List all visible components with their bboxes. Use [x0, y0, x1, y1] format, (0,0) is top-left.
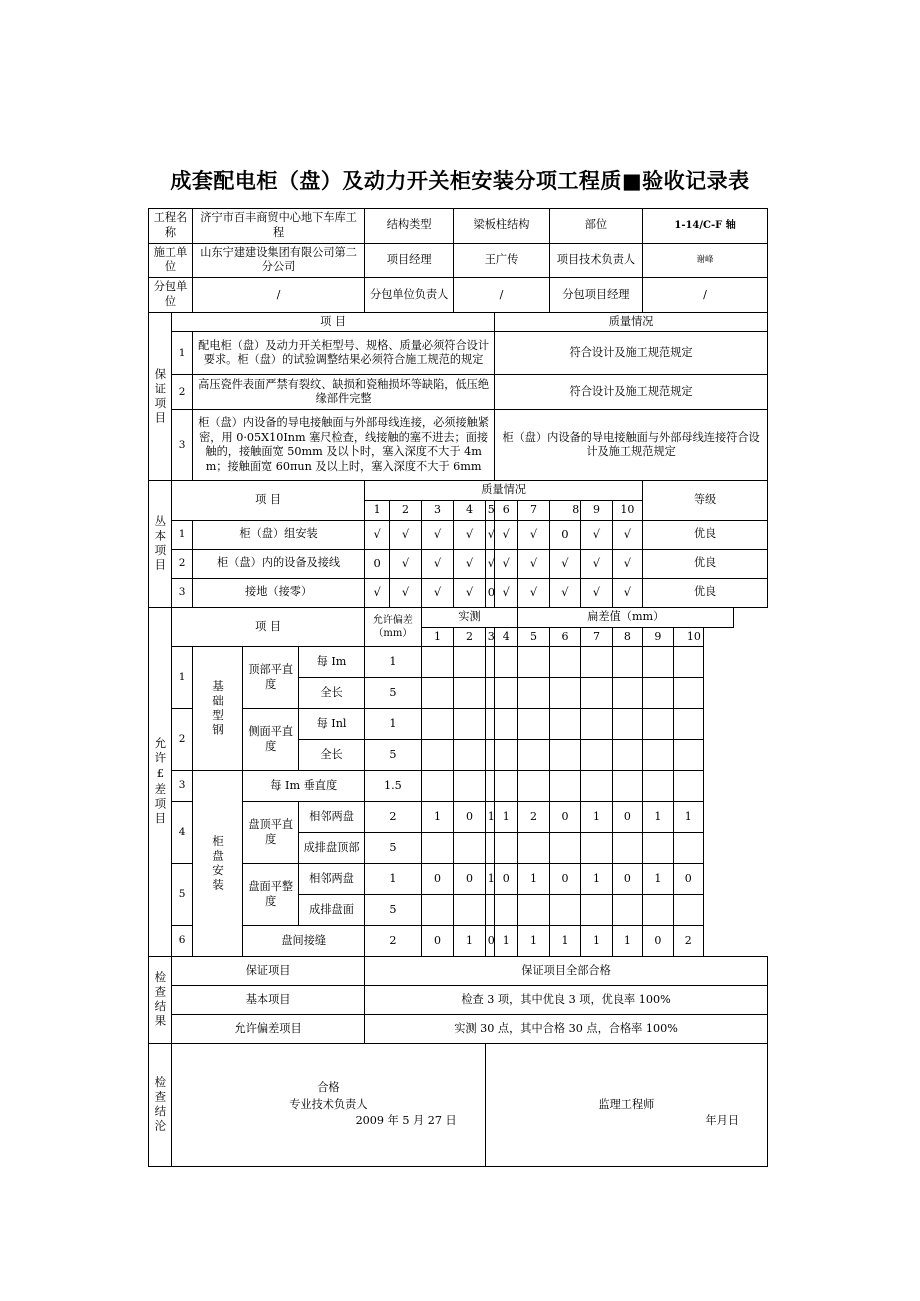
deviation-point-header: 2 — [454, 627, 485, 647]
deviation-row-detail: 全长 — [299, 678, 365, 709]
deviation-row-detail: 相邻两盘 — [299, 864, 365, 895]
basic-point-header: 4 — [454, 501, 485, 521]
deviation-cell: 0 — [643, 926, 673, 957]
deviation-cell — [581, 647, 612, 678]
deviation-row-allow: 5 — [365, 678, 422, 709]
deviation-cell — [485, 647, 494, 678]
guarantee-row-item: 高压瓷件表面严禁有裂纹、缺损和瓷釉损坏等缺陷，低压绝缘部件完整 — [193, 375, 495, 410]
basic-point-value: √ — [612, 578, 642, 607]
deviation-cell: 1 — [549, 926, 580, 957]
position-value: 1-14/C-F 轴 — [643, 209, 768, 244]
deviation-row-index: 4 — [172, 802, 193, 864]
deviation-point-header: 5 — [518, 627, 549, 647]
deviation-cell — [421, 771, 454, 802]
deviation-row-sub: 盘间接缝 — [243, 926, 365, 957]
deviation-cell — [581, 740, 612, 771]
deviation-cell: 0 — [454, 864, 485, 895]
deviation-cell: 0 — [612, 802, 642, 833]
project-name-value: 济宁市百丰商贸中心地下车库工程 — [193, 209, 365, 244]
deviation-cell — [485, 771, 494, 802]
guarantee-header-row — [149, 312, 768, 332]
deviation-cell — [581, 833, 612, 864]
project-name-label: 工程名称 — [149, 209, 193, 244]
guarantee-row-2 — [149, 375, 768, 410]
deviation-cell — [518, 833, 549, 864]
deviation-header-row-1 — [149, 607, 768, 627]
results-row-3 — [149, 1015, 768, 1044]
deviation-group-foundation: 基础型钢 — [193, 647, 243, 771]
basic-point-value: √ — [421, 578, 454, 607]
deviation-cell: 1 — [643, 802, 673, 833]
deviation-row-allow: 1 — [365, 647, 422, 678]
deviation-point-header: 4 — [495, 627, 518, 647]
structure-type-label: 结构类型 — [365, 209, 454, 244]
deviation-cell — [549, 709, 580, 740]
basic-point-value: √ — [454, 578, 485, 607]
basic-point-value: √ — [612, 549, 642, 578]
deviation-cell — [421, 895, 454, 926]
deviation-row-detail: 成排盘顶部 — [299, 833, 365, 864]
deviation-cell — [421, 740, 454, 771]
deviation-cell: 1 — [495, 926, 518, 957]
deviation-cell — [421, 647, 454, 678]
results-row-value: 保证项目全部合格 — [365, 957, 768, 986]
deviation-cell — [549, 647, 580, 678]
deviation-row-allow: 1 — [365, 864, 422, 895]
basic-point-value: √ — [495, 549, 518, 578]
deviation-cell — [673, 709, 703, 740]
basic-point-header: 1 — [365, 501, 390, 521]
deviation-row-index: 2 — [172, 709, 193, 771]
deviation-col-devvalue: 扁差值（mm） — [518, 607, 734, 627]
basic-row-3 — [149, 578, 768, 607]
deviation-cell — [581, 709, 612, 740]
basic-point-value: √ — [518, 520, 549, 549]
deviation-row-allow: 2 — [365, 926, 422, 957]
guarantee-row-quality: 符合设计及施工规范规定 — [495, 332, 768, 375]
deviation-row-sub: 盘面平整度 — [243, 864, 299, 926]
results-row-value: 实测 30 点，其中合格 30 点，合格率 100% — [365, 1015, 768, 1044]
guarantee-col-quality: 质量情况 — [495, 312, 768, 332]
basic-point-value: √ — [495, 520, 518, 549]
deviation-cell — [549, 740, 580, 771]
project-manager-label: 项目经理 — [365, 243, 454, 278]
guarantee-row-item: 配电柜（盘）及动力开关柜型号、规格、质量必须符合设计要求。柜（盘）的试验调整结果必须符合施工规范的规定 — [193, 332, 495, 375]
basic-point-value: √ — [365, 578, 390, 607]
deviation-cell — [549, 895, 580, 926]
deviation-cell: 1 — [485, 864, 494, 895]
deviation-cell — [673, 678, 703, 709]
deviation-cell — [485, 709, 494, 740]
deviation-row-1 — [149, 647, 768, 678]
basic-point-value: √ — [454, 549, 485, 578]
results-row-label: 允许偏差项目 — [172, 1015, 365, 1044]
deviation-row-detail: 全长 — [299, 740, 365, 771]
deviation-cell: 0 — [612, 864, 642, 895]
deviation-cell — [485, 895, 494, 926]
deviation-row-detail: 成排盘面 — [299, 895, 365, 926]
deviation-cell: 1 — [643, 864, 673, 895]
deviation-cell — [581, 771, 612, 802]
deviation-cell — [454, 647, 485, 678]
deviation-cell: 2 — [518, 802, 549, 833]
deviation-cell — [581, 895, 612, 926]
deviation-cell — [612, 709, 642, 740]
subcontract-lead-value: / — [454, 278, 549, 313]
deviation-cell: 1 — [612, 926, 642, 957]
deviation-row-allow: 1.5 — [365, 771, 422, 802]
guarantee-row-1 — [149, 332, 768, 375]
deviation-cell — [673, 740, 703, 771]
deviation-row-allow: 1 — [365, 709, 422, 740]
tech-lead-value: 谢峰 — [643, 243, 768, 278]
basic-point-header: 2 — [390, 501, 421, 521]
deviation-cell — [495, 771, 518, 802]
guarantee-row-index: 2 — [172, 375, 193, 410]
guarantee-row-quality: 符合设计及施工规范规定 — [495, 375, 768, 410]
basic-point-value: √ — [549, 549, 580, 578]
deviation-cell — [549, 678, 580, 709]
basic-row-index: 1 — [172, 520, 193, 549]
deviation-cell: 1 — [581, 926, 612, 957]
deviation-cell — [612, 678, 642, 709]
deviation-cell — [612, 740, 642, 771]
deviation-cell — [643, 771, 673, 802]
basic-point-value: √ — [518, 549, 549, 578]
deviation-cell — [454, 833, 485, 864]
results-row-value: 检查 3 项，其中优良 3 项，优良率 100% — [365, 986, 768, 1015]
deviation-cell — [495, 895, 518, 926]
basic-point-value: √ — [495, 578, 518, 607]
basic-point-value: √ — [581, 549, 612, 578]
basic-point-value: √ — [581, 578, 612, 607]
subcontract-manager-label: 分包项目经理 — [549, 278, 642, 313]
deviation-cell: 0 — [495, 864, 518, 895]
structure-type-value: 梁板柱结构 — [454, 209, 549, 244]
deviation-cell: 1 — [581, 802, 612, 833]
tech-lead-signature-label: 专业技术负责人 — [289, 1097, 368, 1111]
deviation-cell — [643, 833, 673, 864]
deviation-cell: 1 — [673, 802, 703, 833]
deviation-cell — [454, 740, 485, 771]
results-row-label: 保证项目 — [172, 957, 365, 986]
basic-point-value: √ — [518, 578, 549, 607]
deviation-point-header: 1 — [421, 627, 454, 647]
guarantee-row-item: 柜（盘）内设备的导电接触面与外部母线连接，必须接触紧密，用 0·05X10Inm 塞尺检查，线接触的塞不进去；面接触的，接触面宽 50mm 及以卜时，塞入深度不大于 4mm；接触面宽 60πun 及以上时，塞入深度不大于 6mm — [193, 410, 495, 481]
basic-point-value: √ — [390, 520, 421, 549]
deviation-cell: 0 — [549, 864, 580, 895]
results-row-2 — [149, 986, 768, 1015]
basic-point-header: 9 — [581, 501, 612, 521]
basic-row-2 — [149, 549, 768, 578]
deviation-col-item: 项 目 — [172, 607, 365, 646]
basic-point-value: 0 — [549, 520, 580, 549]
conclusion-tech-block — [172, 1044, 486, 1167]
basic-point-value: √ — [581, 520, 612, 549]
basic-point-value: √ — [390, 578, 421, 607]
deviation-row-allow: 5 — [365, 833, 422, 864]
deviation-cell — [518, 678, 549, 709]
deviation-cell — [454, 895, 485, 926]
basic-point-value: √ — [390, 549, 421, 578]
basic-point-value: √ — [612, 520, 642, 549]
basic-row-grade: 优良 — [643, 520, 768, 549]
deviation-row-allow: 5 — [365, 895, 422, 926]
deviation-group-label: 允许£差项目 — [149, 607, 172, 956]
tech-lead-label: 项目技术负责人 — [549, 243, 642, 278]
guarantee-row-index: 3 — [172, 410, 193, 481]
basic-group-label: 丛本项目 — [149, 481, 172, 607]
deviation-group-cabinet: 柜盘安装 — [193, 771, 243, 957]
deviation-cell: 1 — [485, 802, 494, 833]
construction-unit-value: 山东宁建建设集团有限公司第二分公司 — [193, 243, 365, 278]
deviation-point-header: 9 — [643, 627, 673, 647]
supervisor-signature-label: 监理工程师 — [598, 1097, 655, 1111]
page-title: 成套配电柜（盘）及动力开关柜安装分项工程质■验收记录表 — [170, 168, 750, 193]
conclusion-group-label: 检查结沦 — [149, 1044, 172, 1167]
supervisor-date: 年月日 — [705, 1114, 739, 1128]
deviation-cell — [549, 771, 580, 802]
deviation-cell: 1 — [421, 802, 454, 833]
deviation-point-header: 7 — [581, 627, 612, 647]
basic-row-grade: 优良 — [643, 578, 768, 607]
deviation-row-detail: 每 Im — [299, 647, 365, 678]
deviation-cell — [495, 740, 518, 771]
results-row-1 — [149, 957, 768, 986]
deviation-cell: 1 — [495, 802, 518, 833]
basic-point-value: √ — [485, 520, 494, 549]
deviation-cell — [518, 771, 549, 802]
basic-point-value: √ — [365, 520, 390, 549]
deviation-row-5 — [149, 771, 768, 802]
deviation-point-header: 8 — [612, 627, 642, 647]
subcontract-lead-label: 分包单位负责人 — [365, 278, 454, 313]
deviation-row-allow: 2 — [365, 802, 422, 833]
deviation-cell — [673, 895, 703, 926]
deviation-cell: 0 — [485, 926, 494, 957]
conclusion-row — [149, 1044, 768, 1167]
guarantee-col-item: 项 目 — [172, 312, 495, 332]
basic-row-index: 3 — [172, 578, 193, 607]
basic-point-value: √ — [549, 578, 580, 607]
deviation-cell — [421, 678, 454, 709]
construction-unit-label: 施工单位 — [149, 243, 193, 278]
deviation-cell — [643, 709, 673, 740]
deviation-cell — [643, 895, 673, 926]
deviation-row-sub: 顶部平直度 — [243, 647, 299, 709]
deviation-row-sub: 盘顶平直度 — [243, 802, 299, 864]
project-manager-value: 王广传 — [454, 243, 549, 278]
tech-lead-date: 2009 年 5 月 27 日 — [355, 1114, 457, 1128]
basic-row-item: 柜（盘）组安装 — [193, 520, 365, 549]
subcontract-unit-value: / — [193, 278, 365, 313]
basic-col-item: 项 目 — [172, 481, 365, 520]
deviation-cell: 0 — [454, 802, 485, 833]
subcontract-unit-label: 分包单位 — [149, 278, 193, 313]
basic-point-value: 0 — [485, 578, 494, 607]
deviation-cell: 0 — [421, 864, 454, 895]
subcontract-manager-value: / — [643, 278, 768, 313]
deviation-cell — [518, 709, 549, 740]
basic-row-grade: 优良 — [643, 549, 768, 578]
deviation-cell: 2 — [673, 926, 703, 957]
basic-point-header: 10 — [612, 501, 642, 521]
basic-row-1 — [149, 520, 768, 549]
deviation-cell — [643, 678, 673, 709]
deviation-cell: 1 — [518, 926, 549, 957]
basic-point-value: 0 — [365, 549, 390, 578]
deviation-point-header: 6 — [549, 627, 580, 647]
deviation-cell — [495, 833, 518, 864]
deviation-point-header: 3 — [485, 627, 494, 647]
basic-point-value: √ — [421, 520, 454, 549]
basic-point-header: 8 — [549, 501, 580, 521]
deviation-row-index: 5 — [172, 864, 193, 926]
guarantee-row-index: 1 — [172, 332, 193, 375]
results-group-label: 检查结果 — [149, 957, 172, 1044]
basic-point-header: 6 — [495, 501, 518, 521]
deviation-row-sub: 每 Im 垂直度 — [243, 771, 365, 802]
header-row-subcontract — [149, 278, 768, 313]
deviation-cell: 1 — [454, 926, 485, 957]
guarantee-group-label: 保证项目 — [149, 312, 172, 481]
deviation-cell — [673, 833, 703, 864]
deviation-cell — [485, 678, 494, 709]
deviation-cell: 0 — [673, 864, 703, 895]
deviation-cell: 0 — [421, 926, 454, 957]
basic-col-grade: 等级 — [643, 481, 768, 520]
deviation-cell — [612, 647, 642, 678]
deviation-row-index: 6 — [172, 926, 193, 957]
basic-point-value: √ — [421, 549, 454, 578]
deviation-cell — [612, 771, 642, 802]
basic-point-header: 3 — [421, 501, 454, 521]
basic-col-quality: 质量情况 — [365, 481, 643, 501]
basic-point-value: √ — [454, 520, 485, 549]
deviation-cell — [485, 740, 494, 771]
deviation-cell — [485, 833, 494, 864]
deviation-cell — [454, 771, 485, 802]
deviation-cell — [643, 740, 673, 771]
deviation-cell — [581, 678, 612, 709]
header-row-construction — [149, 243, 768, 278]
basic-row-item: 接地（接零） — [193, 578, 365, 607]
deviation-cell — [495, 678, 518, 709]
deviation-cell: 1 — [518, 864, 549, 895]
deviation-cell: 0 — [549, 802, 580, 833]
deviation-row-allow: 5 — [365, 740, 422, 771]
deviation-cell — [421, 833, 454, 864]
basic-row-index: 2 — [172, 549, 193, 578]
deviation-cell — [673, 647, 703, 678]
results-row-label: 基本项目 — [172, 986, 365, 1015]
basic-header-row-1 — [149, 481, 768, 501]
deviation-row-detail: 每 Inl — [299, 709, 365, 740]
inspection-record-table — [148, 208, 768, 1167]
position-label: 部位 — [549, 209, 642, 244]
header-row-project — [149, 209, 768, 244]
deviation-cell — [549, 833, 580, 864]
basic-point-header: 5 — [485, 501, 494, 521]
guarantee-row-3 — [149, 410, 768, 481]
deviation-col-measured: 实测 — [421, 607, 518, 627]
deviation-cell — [495, 709, 518, 740]
deviation-cell — [518, 740, 549, 771]
basic-point-value: √ — [485, 549, 494, 578]
deviation-cell — [612, 833, 642, 864]
deviation-point-header: 10 — [673, 627, 703, 647]
deviation-cell — [518, 895, 549, 926]
deviation-row-index: 3 — [172, 771, 193, 802]
deviation-cell — [643, 647, 673, 678]
deviation-cell — [673, 771, 703, 802]
deviation-cell: 1 — [581, 864, 612, 895]
deviation-row-index: 1 — [172, 647, 193, 709]
guarantee-row-quality: 柜（盘）内设备的导电接触面与外部母线连接符合设计及施工规范规定 — [495, 410, 768, 481]
deviation-cell — [454, 678, 485, 709]
conclusion-supervisor-block — [485, 1044, 767, 1167]
deviation-cell — [454, 709, 485, 740]
basic-point-header: 7 — [518, 501, 549, 521]
deviation-col-allow: 允许偏差（mm） — [365, 607, 422, 646]
deviation-cell — [421, 709, 454, 740]
deviation-cell — [495, 647, 518, 678]
deviation-cell — [518, 647, 549, 678]
basic-row-item: 柜（盘）内的设备及接线 — [193, 549, 365, 578]
deviation-cell — [612, 895, 642, 926]
deviation-row-detail: 相邻两盘 — [299, 802, 365, 833]
deviation-row-sub: 侧面平直度 — [243, 709, 299, 771]
conclusion-verdict: 合格 — [317, 1080, 340, 1094]
